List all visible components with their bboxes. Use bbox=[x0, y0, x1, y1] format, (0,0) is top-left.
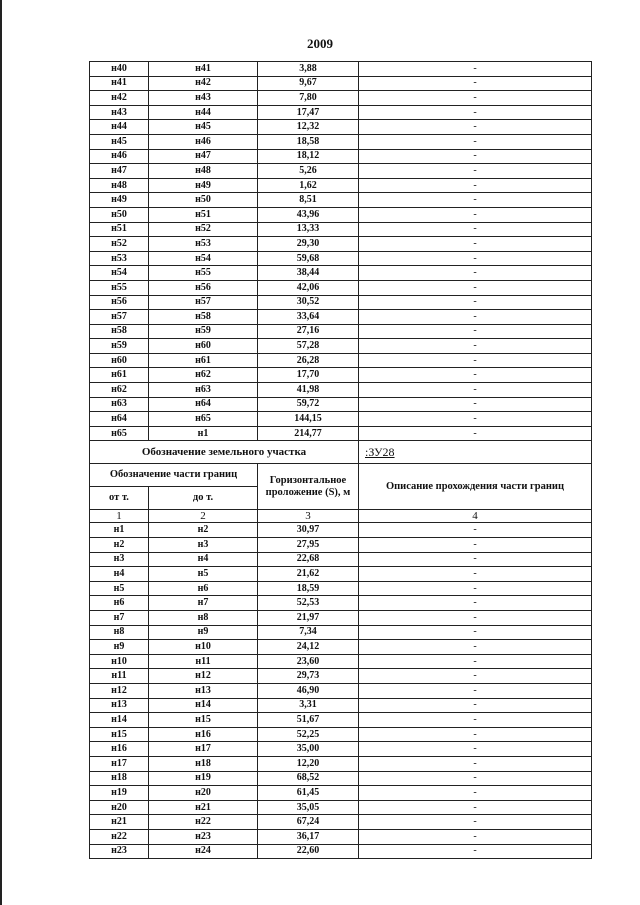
description-cell: - bbox=[359, 295, 592, 310]
description-cell: - bbox=[359, 237, 592, 252]
table-row bbox=[90, 149, 592, 164]
table-row bbox=[90, 844, 592, 859]
description-cell: - bbox=[359, 222, 592, 237]
table-row bbox=[90, 756, 592, 771]
description-cell: - bbox=[359, 829, 592, 844]
to-point-cell: н50 bbox=[149, 193, 258, 208]
description-cell: - bbox=[359, 713, 592, 728]
distance-cell: 13,33 bbox=[258, 222, 359, 237]
distance-cell: 26,28 bbox=[258, 353, 359, 368]
to-point-cell: н11 bbox=[149, 654, 258, 669]
description-cell: - bbox=[359, 742, 592, 757]
column-number: 2 bbox=[149, 510, 258, 523]
to-point-cell: н7 bbox=[149, 596, 258, 611]
description-cell: - bbox=[359, 62, 592, 77]
section-title-row bbox=[90, 441, 592, 464]
distance-cell: 52,53 bbox=[258, 596, 359, 611]
to-point-cell: н61 bbox=[149, 353, 258, 368]
description-cell: - bbox=[359, 339, 592, 354]
distance-cell: 68,52 bbox=[258, 771, 359, 786]
distance-cell: 1,62 bbox=[258, 178, 359, 193]
description-cell: - bbox=[359, 581, 592, 596]
distance-cell: 9,67 bbox=[258, 76, 359, 91]
table-row bbox=[90, 62, 592, 77]
description-cell: - bbox=[359, 683, 592, 698]
distance-cell: 7,34 bbox=[258, 625, 359, 640]
to-point-cell: н63 bbox=[149, 383, 258, 398]
distance-cell: 52,25 bbox=[258, 727, 359, 742]
description-cell: - bbox=[359, 815, 592, 830]
table-part-1 bbox=[90, 62, 592, 441]
to-point-cell: н16 bbox=[149, 727, 258, 742]
description-cell: - bbox=[359, 91, 592, 106]
from-point-cell: н10 bbox=[90, 654, 149, 669]
to-point-cell: н60 bbox=[149, 339, 258, 354]
table-row bbox=[90, 640, 592, 655]
description-cell: - bbox=[359, 800, 592, 815]
description-cell: - bbox=[359, 567, 592, 582]
from-point-cell: н5 bbox=[90, 581, 149, 596]
from-point-cell: н6 bbox=[90, 596, 149, 611]
from-point-cell: н51 bbox=[90, 222, 149, 237]
from-point-cell: н58 bbox=[90, 324, 149, 339]
table-row bbox=[90, 237, 592, 252]
from-point-cell: н8 bbox=[90, 625, 149, 640]
table-row bbox=[90, 654, 592, 669]
table-row bbox=[90, 251, 592, 266]
description-cell: - bbox=[359, 178, 592, 193]
table-row bbox=[90, 786, 592, 801]
description-cell: - bbox=[359, 251, 592, 266]
from-point-cell: н13 bbox=[90, 698, 149, 713]
description-cell: - bbox=[359, 353, 592, 368]
description-cell: - bbox=[359, 727, 592, 742]
description-cell: - bbox=[359, 538, 592, 553]
description-cell: - bbox=[359, 654, 592, 669]
from-point-cell: н43 bbox=[90, 105, 149, 120]
from-point-cell: н60 bbox=[90, 353, 149, 368]
distance-cell: 30,52 bbox=[258, 295, 359, 310]
table-row bbox=[90, 829, 592, 844]
table-row bbox=[90, 353, 592, 368]
distance-cell: 214,77 bbox=[258, 426, 359, 441]
table-row bbox=[90, 523, 592, 538]
from-point-cell: н41 bbox=[90, 76, 149, 91]
distance-cell: 29,73 bbox=[258, 669, 359, 684]
to-point-cell: н12 bbox=[149, 669, 258, 684]
to-point-cell: н22 bbox=[149, 815, 258, 830]
distance-cell: 17,47 bbox=[258, 105, 359, 120]
section-header bbox=[90, 441, 592, 523]
table-row bbox=[90, 178, 592, 193]
to-point-cell: н2 bbox=[149, 523, 258, 538]
table-row bbox=[90, 538, 592, 553]
table-row bbox=[90, 193, 592, 208]
distance-cell: 23,60 bbox=[258, 654, 359, 669]
from-point-cell: н59 bbox=[90, 339, 149, 354]
to-point-cell: н52 bbox=[149, 222, 258, 237]
table-row bbox=[90, 105, 592, 120]
description-cell: - bbox=[359, 756, 592, 771]
table-row bbox=[90, 164, 592, 179]
table-row bbox=[90, 339, 592, 354]
table-row bbox=[90, 383, 592, 398]
to-point-cell: н24 bbox=[149, 844, 258, 859]
distance-cell: 29,30 bbox=[258, 237, 359, 252]
table-row bbox=[90, 800, 592, 815]
table-row bbox=[90, 412, 592, 427]
to-point-cell: н53 bbox=[149, 237, 258, 252]
to-point-cell: н19 bbox=[149, 771, 258, 786]
to-point-cell: н51 bbox=[149, 207, 258, 222]
description-cell: - bbox=[359, 771, 592, 786]
to-point-cell: н59 bbox=[149, 324, 258, 339]
distance-cell: 18,12 bbox=[258, 149, 359, 164]
distance-cell: 12,20 bbox=[258, 756, 359, 771]
from-point-cell: н2 bbox=[90, 538, 149, 553]
header-description: Описание прохождения части границ bbox=[359, 464, 592, 510]
description-cell: - bbox=[359, 596, 592, 611]
description-cell: - bbox=[359, 324, 592, 339]
from-point-cell: н4 bbox=[90, 567, 149, 582]
table-row bbox=[90, 280, 592, 295]
to-point-cell: н56 bbox=[149, 280, 258, 295]
page-number: 2009 bbox=[307, 36, 333, 51]
distance-cell: 18,59 bbox=[258, 581, 359, 596]
description-cell: - bbox=[359, 397, 592, 412]
distance-cell: 36,17 bbox=[258, 829, 359, 844]
to-point-cell: н21 bbox=[149, 800, 258, 815]
to-point-cell: н62 bbox=[149, 368, 258, 383]
description-cell: - bbox=[359, 368, 592, 383]
distance-cell: 51,67 bbox=[258, 713, 359, 728]
table-row bbox=[90, 310, 592, 325]
to-point-cell: н44 bbox=[149, 105, 258, 120]
from-point-cell: н23 bbox=[90, 844, 149, 859]
description-cell: - bbox=[359, 193, 592, 208]
header-horizontal: Горизонтальное проложение (S), м bbox=[258, 464, 359, 510]
from-point-cell: н7 bbox=[90, 611, 149, 626]
header-to: до т. bbox=[149, 487, 258, 510]
table-row bbox=[90, 426, 592, 441]
to-point-cell: н64 bbox=[149, 397, 258, 412]
table-row bbox=[90, 815, 592, 830]
distance-cell: 33,64 bbox=[258, 310, 359, 325]
table-row bbox=[90, 611, 592, 626]
to-point-cell: н20 bbox=[149, 786, 258, 801]
table-row bbox=[90, 295, 592, 310]
table-row bbox=[90, 552, 592, 567]
to-point-cell: н65 bbox=[149, 412, 258, 427]
to-point-cell: н58 bbox=[149, 310, 258, 325]
to-point-cell: н14 bbox=[149, 698, 258, 713]
to-point-cell: н54 bbox=[149, 251, 258, 266]
to-point-cell: н47 bbox=[149, 149, 258, 164]
from-point-cell: н64 bbox=[90, 412, 149, 427]
distance-cell: 144,15 bbox=[258, 412, 359, 427]
from-point-cell: н55 bbox=[90, 280, 149, 295]
description-cell: - bbox=[359, 149, 592, 164]
table-row bbox=[90, 207, 592, 222]
section-label: Обозначение земельного участка bbox=[90, 441, 359, 464]
table-row bbox=[90, 120, 592, 135]
header-row-1 bbox=[90, 464, 592, 487]
page-edge-line bbox=[0, 0, 2, 905]
from-point-cell: н17 bbox=[90, 756, 149, 771]
distance-cell: 46,90 bbox=[258, 683, 359, 698]
description-cell: - bbox=[359, 640, 592, 655]
distance-cell: 67,24 bbox=[258, 815, 359, 830]
from-point-cell: н40 bbox=[90, 62, 149, 77]
distance-cell: 3,88 bbox=[258, 62, 359, 77]
table-row bbox=[90, 324, 592, 339]
description-cell: - bbox=[359, 786, 592, 801]
table-row bbox=[90, 771, 592, 786]
from-point-cell: н15 bbox=[90, 727, 149, 742]
table-row bbox=[90, 91, 592, 106]
description-cell: - bbox=[359, 120, 592, 135]
distance-cell: 38,44 bbox=[258, 266, 359, 281]
distance-cell: 61,45 bbox=[258, 786, 359, 801]
header-part: Обозначение части границ bbox=[90, 464, 258, 487]
distance-cell: 57,28 bbox=[258, 339, 359, 354]
description-cell: - bbox=[359, 310, 592, 325]
description-cell: - bbox=[359, 383, 592, 398]
from-point-cell: н57 bbox=[90, 310, 149, 325]
description-cell: - bbox=[359, 164, 592, 179]
description-cell: - bbox=[359, 280, 592, 295]
description-cell: - bbox=[359, 266, 592, 281]
from-point-cell: н9 bbox=[90, 640, 149, 655]
to-point-cell: н8 bbox=[149, 611, 258, 626]
to-point-cell: н9 bbox=[149, 625, 258, 640]
to-point-cell: н48 bbox=[149, 164, 258, 179]
to-point-cell: н57 bbox=[149, 295, 258, 310]
distance-cell: 24,12 bbox=[258, 640, 359, 655]
description-cell: - bbox=[359, 611, 592, 626]
description-cell: - bbox=[359, 552, 592, 567]
column-number: 4 bbox=[359, 510, 592, 523]
table-part-2 bbox=[90, 523, 592, 859]
distance-cell: 59,68 bbox=[258, 251, 359, 266]
distance-cell: 8,51 bbox=[258, 193, 359, 208]
table-row bbox=[90, 625, 592, 640]
description-cell: - bbox=[359, 76, 592, 91]
from-point-cell: н53 bbox=[90, 251, 149, 266]
distance-cell: 21,97 bbox=[258, 611, 359, 626]
distance-cell: 30,97 bbox=[258, 523, 359, 538]
table-row bbox=[90, 567, 592, 582]
from-point-cell: н62 bbox=[90, 383, 149, 398]
to-point-cell: н5 bbox=[149, 567, 258, 582]
distance-cell: 42,06 bbox=[258, 280, 359, 295]
table-row bbox=[90, 266, 592, 281]
to-point-cell: н42 bbox=[149, 76, 258, 91]
distance-cell: 27,16 bbox=[258, 324, 359, 339]
column-number: 3 bbox=[258, 510, 359, 523]
table-row bbox=[90, 669, 592, 684]
to-point-cell: н55 bbox=[149, 266, 258, 281]
from-point-cell: н50 bbox=[90, 207, 149, 222]
from-point-cell: н16 bbox=[90, 742, 149, 757]
to-point-cell: н6 bbox=[149, 581, 258, 596]
to-point-cell: н23 bbox=[149, 829, 258, 844]
to-point-cell: н43 bbox=[149, 91, 258, 106]
from-point-cell: н11 bbox=[90, 669, 149, 684]
from-point-cell: н54 bbox=[90, 266, 149, 281]
description-cell: - bbox=[359, 412, 592, 427]
from-point-cell: н56 bbox=[90, 295, 149, 310]
table-row bbox=[90, 698, 592, 713]
to-point-cell: н49 bbox=[149, 178, 258, 193]
table-row bbox=[90, 596, 592, 611]
description-cell: - bbox=[359, 523, 592, 538]
description-cell: - bbox=[359, 426, 592, 441]
table-row bbox=[90, 134, 592, 149]
table-row bbox=[90, 742, 592, 757]
from-point-cell: н49 bbox=[90, 193, 149, 208]
description-cell: - bbox=[359, 844, 592, 859]
to-point-cell: н46 bbox=[149, 134, 258, 149]
from-point-cell: н18 bbox=[90, 771, 149, 786]
distance-cell: 27,95 bbox=[258, 538, 359, 553]
table-row bbox=[90, 368, 592, 383]
to-point-cell: н18 bbox=[149, 756, 258, 771]
from-point-cell: н20 bbox=[90, 800, 149, 815]
description-cell: - bbox=[359, 698, 592, 713]
description-cell: - bbox=[359, 105, 592, 120]
distance-cell: 17,70 bbox=[258, 368, 359, 383]
table-row bbox=[90, 683, 592, 698]
distance-cell: 18,58 bbox=[258, 134, 359, 149]
to-point-cell: н45 bbox=[149, 120, 258, 135]
table-row bbox=[90, 713, 592, 728]
description-cell: - bbox=[359, 625, 592, 640]
to-point-cell: н10 bbox=[149, 640, 258, 655]
distance-cell: 43,96 bbox=[258, 207, 359, 222]
from-point-cell: н3 bbox=[90, 552, 149, 567]
to-point-cell: н41 bbox=[149, 62, 258, 77]
from-point-cell: н19 bbox=[90, 786, 149, 801]
section-code: :ЗУ28 bbox=[359, 441, 592, 464]
distance-cell: 35,05 bbox=[258, 800, 359, 815]
column-number-row bbox=[90, 510, 592, 523]
to-point-cell: н4 bbox=[149, 552, 258, 567]
from-point-cell: н61 bbox=[90, 368, 149, 383]
from-point-cell: н12 bbox=[90, 683, 149, 698]
to-point-cell: н13 bbox=[149, 683, 258, 698]
from-point-cell: н42 bbox=[90, 91, 149, 106]
distance-cell: 3,31 bbox=[258, 698, 359, 713]
distance-cell: 21,62 bbox=[258, 567, 359, 582]
table-row bbox=[90, 397, 592, 412]
distance-cell: 5,26 bbox=[258, 164, 359, 179]
distance-cell: 22,68 bbox=[258, 552, 359, 567]
to-point-cell: н3 bbox=[149, 538, 258, 553]
distance-cell: 59,72 bbox=[258, 397, 359, 412]
from-point-cell: н21 bbox=[90, 815, 149, 830]
from-point-cell: н63 bbox=[90, 397, 149, 412]
header-from: от т. bbox=[90, 487, 149, 510]
distance-cell: 41,98 bbox=[258, 383, 359, 398]
boundary-table bbox=[89, 61, 592, 859]
from-point-cell: н22 bbox=[90, 829, 149, 844]
table-row bbox=[90, 76, 592, 91]
description-cell: - bbox=[359, 207, 592, 222]
from-point-cell: н44 bbox=[90, 120, 149, 135]
description-cell: - bbox=[359, 669, 592, 684]
from-point-cell: н45 bbox=[90, 134, 149, 149]
to-point-cell: н1 bbox=[149, 426, 258, 441]
from-point-cell: н48 bbox=[90, 178, 149, 193]
from-point-cell: н14 bbox=[90, 713, 149, 728]
from-point-cell: н1 bbox=[90, 523, 149, 538]
distance-cell: 12,32 bbox=[258, 120, 359, 135]
from-point-cell: н65 bbox=[90, 426, 149, 441]
from-point-cell: н47 bbox=[90, 164, 149, 179]
table-row bbox=[90, 581, 592, 596]
to-point-cell: н17 bbox=[149, 742, 258, 757]
from-point-cell: н52 bbox=[90, 237, 149, 252]
table-row bbox=[90, 727, 592, 742]
from-point-cell: н46 bbox=[90, 149, 149, 164]
description-cell: - bbox=[359, 134, 592, 149]
distance-cell: 22,60 bbox=[258, 844, 359, 859]
column-number: 1 bbox=[90, 510, 149, 523]
table-row bbox=[90, 222, 592, 237]
to-point-cell: н15 bbox=[149, 713, 258, 728]
distance-cell: 35,00 bbox=[258, 742, 359, 757]
distance-cell: 7,80 bbox=[258, 91, 359, 106]
